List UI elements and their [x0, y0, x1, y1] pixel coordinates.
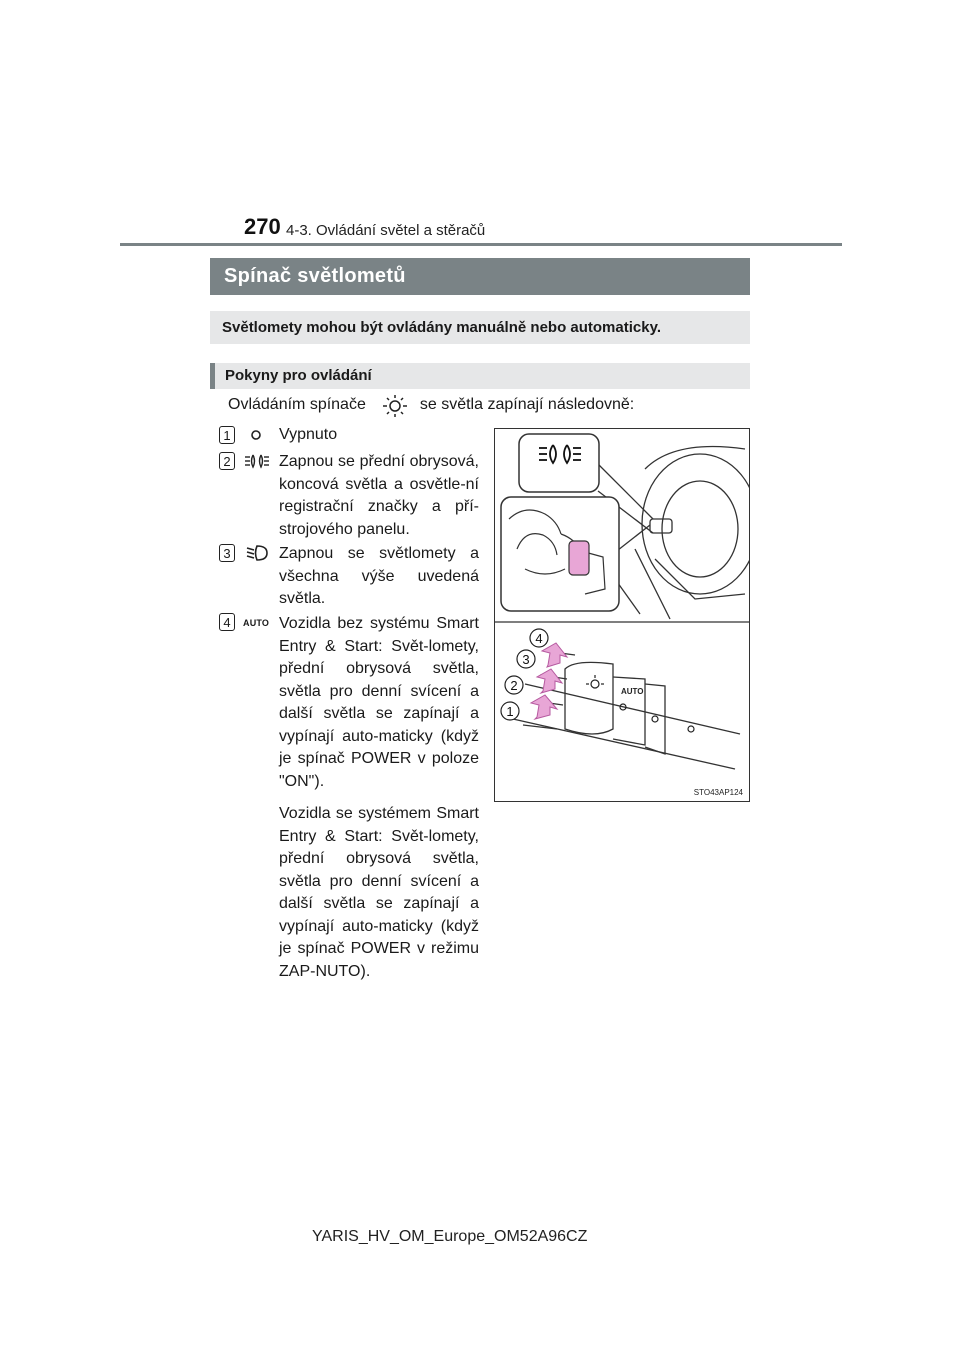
- subsection-title: Pokyny pro ovládání: [210, 363, 750, 389]
- zoom-inset: [519, 434, 599, 492]
- figure-callout-4: 4: [535, 631, 543, 646]
- lead-before: Ovládáním spínače: [228, 396, 366, 413]
- item-text-1: Vypnuto: [279, 426, 338, 443]
- hand-inset: [501, 497, 619, 611]
- stalk-auto-label: AUTO: [621, 687, 644, 696]
- page-title: Spínač světlometů: [210, 258, 750, 295]
- item-number-2: 2: [219, 452, 235, 470]
- illustration-figure: [494, 428, 750, 802]
- headlight-switch-illustration: [495, 429, 749, 801]
- figure-code: STO43AP124: [693, 788, 743, 797]
- position-lights-icon: [243, 452, 271, 470]
- header-rule: [120, 243, 842, 246]
- figure-callout-1: 1: [506, 704, 514, 719]
- headlight-icon: [245, 543, 269, 563]
- item-text-4: Vozidla bez systému Smart Entry & Start: Svět-lomety, přední obrysová světla, světla pro denní svícení a další světla se zapínají a vypínají auto-maticky (když je spínač POWER v poloze "ON"). Vozidla se systémem Smart Entry & Start: Svět-lomety, přední obrysová světla, světla pro denní svícení a další světla se zapínají a vypínají auto-maticky (když je spínač POWER v režimu ZAP-NUTO).: [279, 615, 479, 980]
- intro-box: Světlomety mohou být ovládány manuálně nebo automaticky.: [210, 311, 750, 344]
- lead-after: se světla zapínají následovně:: [419, 396, 635, 413]
- switch-ring: [569, 541, 589, 575]
- off-icon: [249, 428, 263, 442]
- figure-callout-2: 2: [510, 678, 518, 693]
- item-number-3: 3: [219, 544, 235, 562]
- item-text-3: Zapnou se světlomety a všechna výše uvedená světla.: [279, 545, 479, 607]
- rotation-arrows: [531, 643, 567, 719]
- page-number: 270: [244, 214, 281, 239]
- item-number-1: 1: [219, 426, 235, 444]
- section-header: 4-3. Ovládání světel a stěračů: [286, 222, 486, 239]
- item-text-2: Zapnou se přední obrysová, koncová světla a osvětle-ní registrační značky a pří-strojového panelu.: [279, 453, 479, 538]
- footer-code: YARIS_HV_OM_Europe_OM52A96CZ: [312, 1228, 588, 1245]
- figure-callout-3: 3: [522, 652, 530, 667]
- lead-sentence: [228, 396, 634, 414]
- auto-icon: AUTO: [243, 618, 270, 628]
- item-number-4: 4: [219, 613, 235, 631]
- headlight-switch-icon: [381, 394, 409, 418]
